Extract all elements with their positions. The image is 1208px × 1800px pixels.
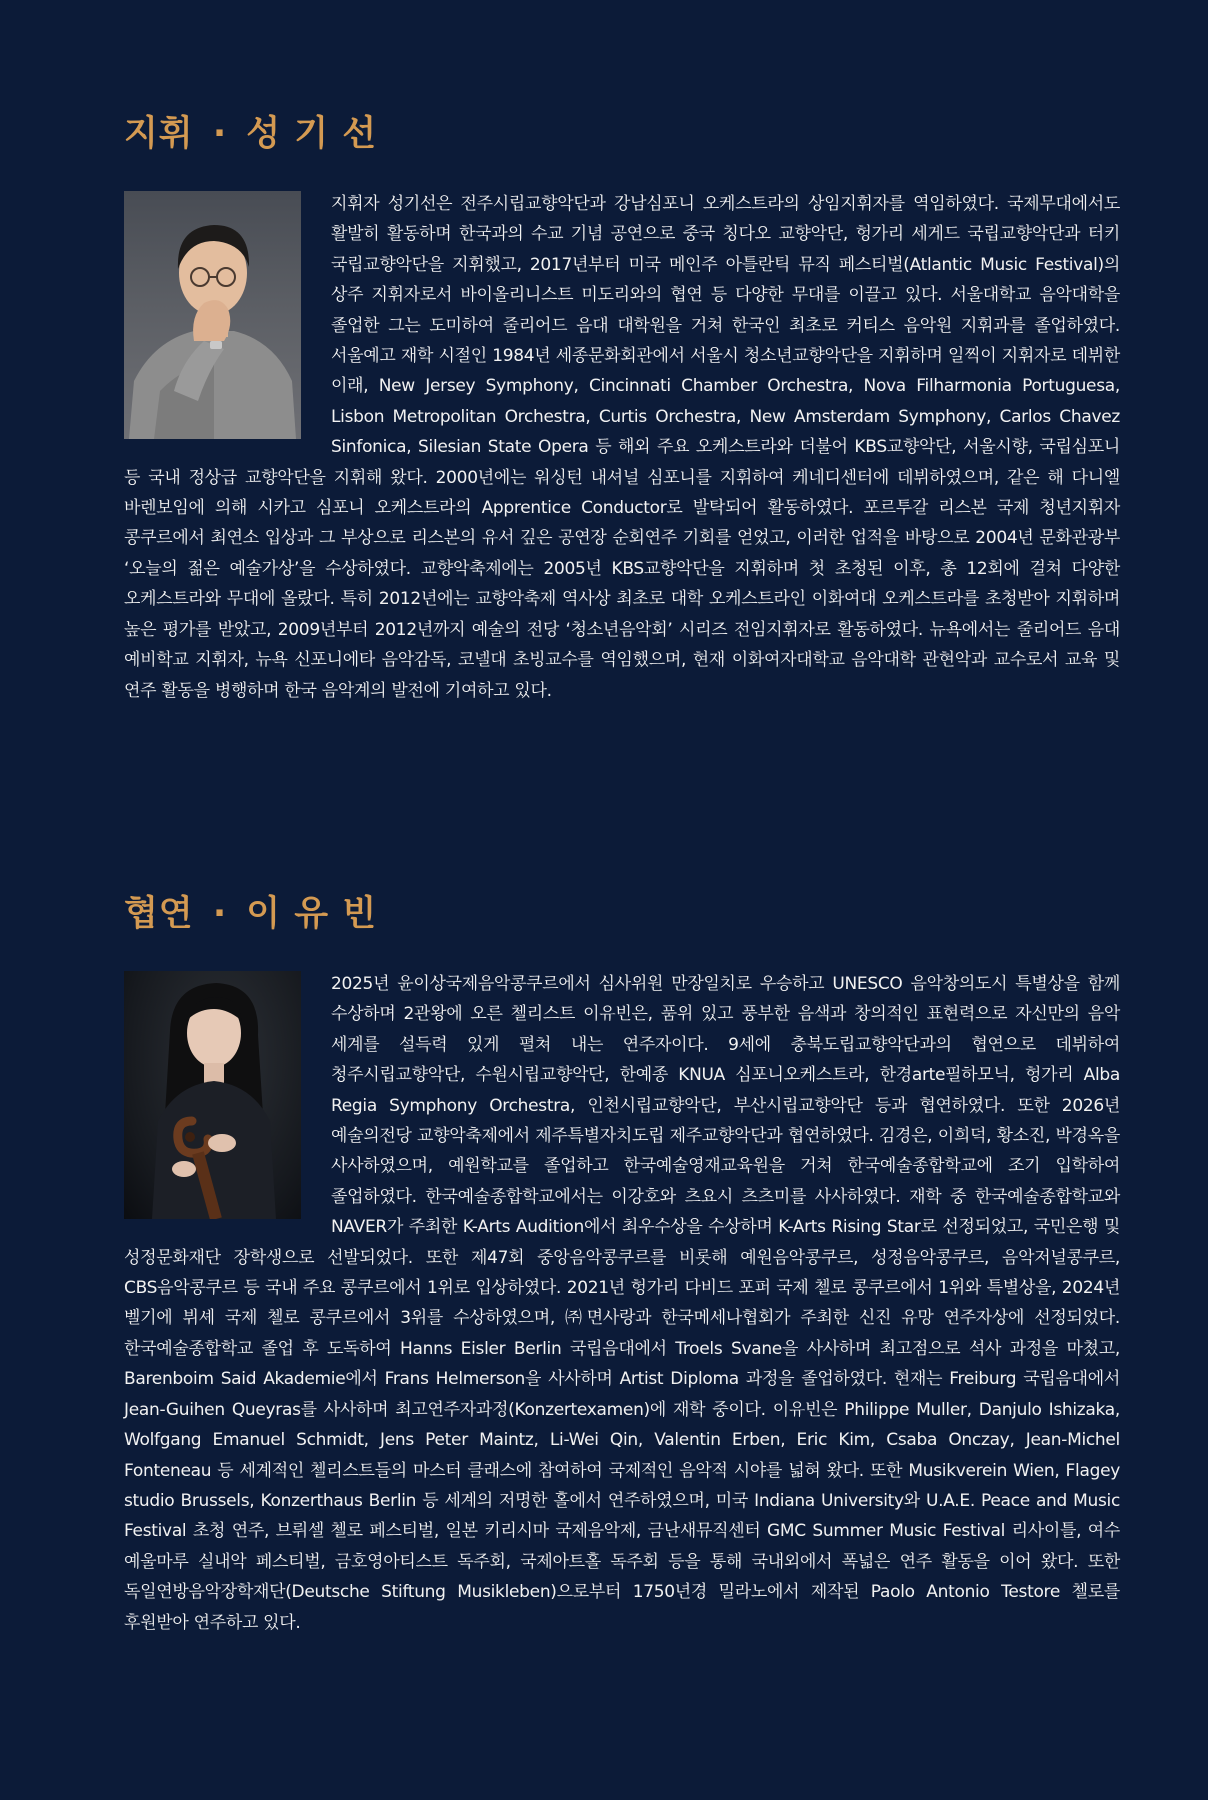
conductor-portrait-illustration <box>124 191 301 439</box>
heading-separator: · <box>212 114 228 154</box>
soloist-heading <box>124 884 1120 944</box>
soloist-name: 이 유 빈 <box>246 894 378 934</box>
conductor-section <box>124 104 1120 706</box>
heading-separator: · <box>212 894 228 934</box>
conductor-role: 지휘 <box>124 114 194 154</box>
conductor-name: 성 기 선 <box>246 114 378 154</box>
conductor-photo <box>124 191 301 439</box>
cellist-portrait-illustration <box>124 971 301 1219</box>
conductor-bio-block <box>124 189 1120 706</box>
soloist-bio-text: 2025년 윤이상국제음악콩쿠르에서 심사위원 만장일치로 우승하고 UNESCO 음악창의도시 특별상을 함께 수상하며 2관왕에 오른 첼리스트 이유빈은, 품위 있고 풍부한 음색과 창의적인 표현력으로 자신만의 음악 세계를 설득력 있게 펼쳐 내는 연주자이다. 9세에 충북도립교향악단과의 협연으로 데뷔하여 청주시립교향악단, 수원시립교향악단, 한예종 KNUA 심포니오케스트라, 한경arte필하모닉, 헝가리 Alba Regia Symphony Orchestra, 인천시립교향악단, 부산시립교향악단 등과 협연하였다. 또한 2026년 예술의전당 교향악축제에서 제주특별자치도립 제주교향악단과 협연하였다. 김경은, 이희덕, 황소진, 박경옥을 사사하였으며, 예원학교를 졸업하고 한국예술영재교육원을 거쳐 한국예술종합학교에 조기 입학하여 졸업하였다. 한국예술종합학교에서는 이강호와 츠요시 츠츠미를 사사하였다. 재학 중 한국예술종합학교와 NAVER가 주최한 K-Arts Audition에서 최우수상을 수상하며 K-Arts Rising Star로 선정되었고, 국민은행 및 성정문화재단 장학생으로 선발되었다. 또한 제47회 중앙음악콩쿠르를 비롯해 예원음악콩쿠르, 성정음악콩쿠르, 음악저널콩쿠르, CBS음악콩쿠르 등 국내 주요 콩쿠르에서 1위로 입상하였다. 2021년 헝가리 다비드 포퍼 국제 첼로 콩쿠르에서 1위와 특별상을, 2024년 벨기에 뷔셰 국제 첼로 콩쿠르에서 3위를 수상하였으며, ㈜면사랑과 한국메세나협회가 주최한 신진 유망 연주자상에 선정되었다. 한국예술종합학교 졸업 후 도독하여 Hanns Eisler Berlin 국립음대에서 Troels Svane을 사사하며 최고점으로 석사 과정을 마쳤고, Barenboim Said Akademie에서 Frans Helmerson을 사사하며 Artist Diploma 과정을 졸업하였다. 현재는 Freiburg 국립음대에서 Jean-Guihen Queyras를 사사하며 최고연주자과정(Konzertexamen)에 재학 중이다. 이유빈은 Philippe Muller, Danjulo Ishizaka, Wolfgang Emanuel Schmidt, Jens Peter Maintz, Li-Wei Qin, Valentin Erben, Eric Kim, Csaba Onczay, Jean-Michel Fonteneau 등 세계적인 첼리스트들의 마스터 클래스에 참여하여 국제적인 음악적 시야를 넓혀 왔다. 또한 Musikverein Wien, Flagey studio Brussels, Konzerthaus Berlin 등 세계의 저명한 홀에서 연주하였으며, 미국 Indiana University와 U.A.E. Peace and Music Festival 초청 연주, 브뤼셀 첼로 페스티벌, 일본 키리시마 국제음악제, 금난새뮤직센터 GMC Summer Music Festival 리사이틀, 여수 예울마루 실내악 페스티벌, 금호영아티스트 독주회, 국제아트홀 독주회 등을 통해 국내외에서 폭넓은 연주 활동을 이어 왔다. 또한 독일연방음악장학재단(Deutsche Stiftung Musikleben)으로부터 1750년경 밀라노에서 제작된 Paolo Antonio Testore 첼로를 후원받아 연주하고 있다. <box>124 974 1120 1633</box>
soloist-role: 협연 <box>124 894 194 934</box>
conductor-bio-text: 지휘자 성기선은 전주시립교향악단과 강남심포니 오케스트라의 상임지휘자를 역임하였다. 국제무대에서도 활발히 활동하며 한국과의 수교 기념 공연으로 중국 칭다오 교향악단, 헝가리 세게드 국립교향악단과 터키 국립교향악단을 지휘했고, 2017년부터 미국 메인주 아틀란틱 뮤직 페스티벌(Atlantic Music Festival)의 상주 지휘자로서 바이올리니스트 미도리와의 협연 등 다양한 무대를 이끌고 있다. 서울대학교 음악대학을 졸업한 그는 도미하여 줄리어드 음대 대학원을 거쳐 한국인 최초로 커티스 음악원 지휘과를 졸업하였다. 서울예고 재학 시절인 1984년 세종문화회관에서 서울시 청소년교향악단을 지휘하며 일찍이 지휘자로 데뷔한 이래, New Jersey Symphony, Cincinnati Chamber Orchestra, Nova Filharmonia Portuguesa, Lisbon Metropolitan Orchestra, Curtis Orchestra, New Amsterdam Symphony, Carlos Chavez Sinfonica, Silesian State Opera 등 해외 주요 오케스트라와 더불어 KBS교향악단, 서울시향, 국립심포니 등 국내 정상급 교향악단을 지휘해 왔다. 2000년에는 워싱턴 내셔널 심포니를 지휘하여 케네디센터에 데뷔하였으며, 같은 해 다니엘 바렌보임에 의해 시카고 심포니 오케스트라의 Apprentice Conductor로 발탁되어 활동하였다. 포르투갈 리스본 국제 청년지휘자 콩쿠르에서 최연소 입상과 그 부상으로 리스본의 유서 깊은 공연장 순회연주 기회를 얻었고, 이러한 업적을 바탕으로 2004년 문화관광부 ‘오늘의 젊은 예술가상’을 수상하였다. 교향악축제에는 2005년 KBS교향악단을 지휘하며 첫 초청된 이후, 총 12회에 걸쳐 다양한 오케스트라와 무대에 올랐다. 특히 2012년에는 교향악축제 역사상 최초로 대학 오케스트라인 이화여대 오케스트라를 초청받아 지휘하며 높은 평가를 받았고, 2009년부터 2012년까지 예술의 전당 ‘청소년음악회’ 시리즈 전임지휘자로 활동하였다. 뉴욕에서는 줄리어드 음대 예비학교 지휘자, 뉴욕 신포니에타 음악감독, 코넬대 초빙교수를 역임했으며, 현재 이화여자대학교 음악대학 관현악과 교수로서 교육 및 연주 활동을 병행하며 한국 음악계의 발전에 기여하고 있다. <box>124 194 1120 701</box>
soloist-photo <box>124 971 301 1219</box>
conductor-heading <box>124 104 1120 164</box>
soloist-bio-block <box>124 969 1120 1638</box>
soloist-section <box>124 884 1120 1638</box>
